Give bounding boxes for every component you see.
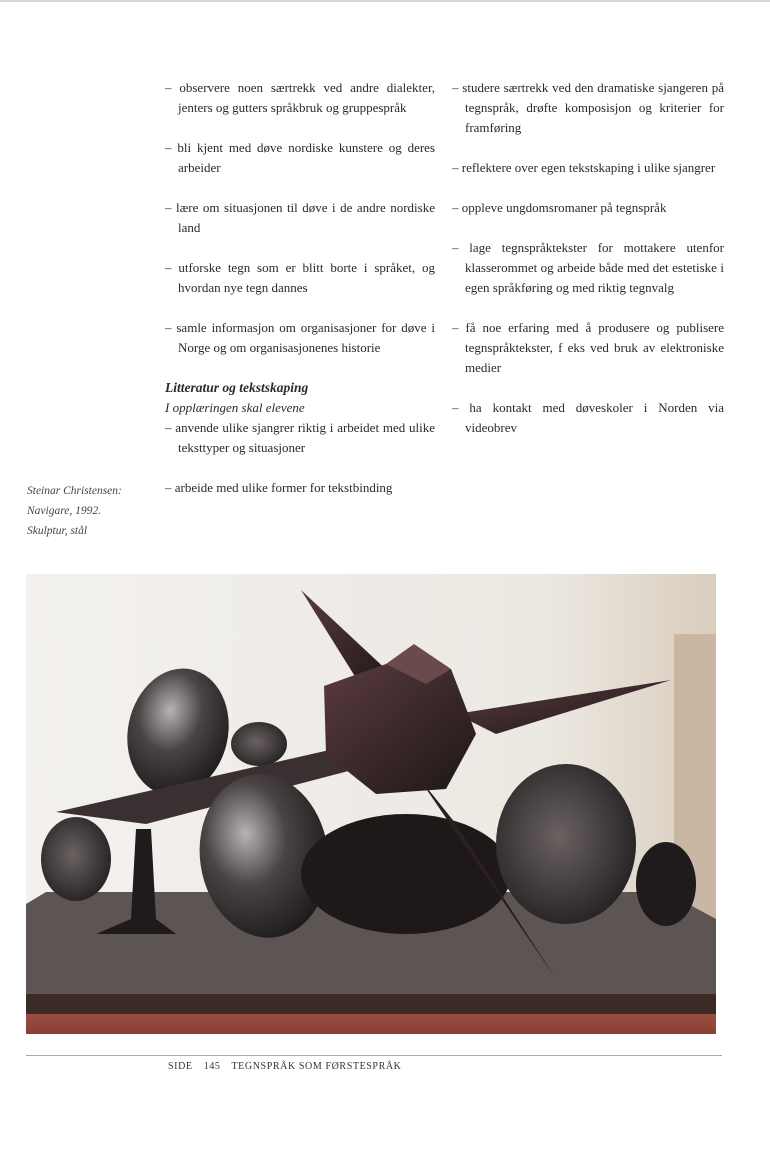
list-item: – lage tegnspråktekster for mottakere utenfor klasserommet og arbeide både med det estetiske i egen språkføring og med riktig tegnvalg [452,238,724,298]
list-item: – lære om situasjonen til døve i de andre nordiske land [165,198,435,238]
list-item: – studere særtrekk ved den dramatiske sjangeren på tegnspråk, drøfte komposisjon og kriterier for framføring [452,78,724,138]
section-subheading: I opplæringen skal elevene [165,400,305,415]
list-item: – oppleve ungdomsromaner på tegnspråk [452,198,724,218]
section-heading: Litteratur og tekstskaping [165,380,309,395]
caption-artist: Steinar Christensen: [27,485,122,497]
top-edge-rule [0,0,770,2]
list-item: – utforske tegn som er blitt borte i språket, og hvordan nye tegn dannes [165,258,435,298]
list-item: – observere noen særtrekk ved andre dialekter, jenters og gutters språkbruk og gruppespråk [165,78,435,118]
list-item: – bli kjent med døve nordiske kunstere og deres arbeider [165,138,435,178]
footer-page-number: 145 [203,1061,221,1072]
sculpture-photo [26,574,716,1034]
footer-rule [26,1055,722,1056]
list-item: – arbeide med ulike former for tekstbinding [165,478,435,498]
footer-section-title: TEGNSPRÅK SOM FØRSTESPRÅK [231,1061,402,1072]
list-item: – ha kontakt med døveskoler i Norden via videobrev [452,398,724,438]
list-item: – få noe erfaring med å produsere og publisere tegnspråktekster, f eks ved bruk av elektroniske medier [452,318,724,378]
image-caption [27,481,122,541]
footer-side-label: SIDE [168,1061,193,1072]
list-item: – samle informasjon om organisasjoner for døve i Norge og om organisasjonenes historie [165,318,435,358]
list-item: – anvende ulike sjangrer riktig i arbeidet med ulike teksttyper og situasjoner [165,418,435,458]
list-item: – reflektere over egen tekstskaping i ulike sjangrer [452,158,724,178]
right-column [452,78,724,458]
left-column [165,78,435,518]
caption-title-year: Navigare, 1992. [27,505,101,517]
caption-medium: Skulptur, stål [27,525,88,537]
page-footer [168,1061,410,1072]
